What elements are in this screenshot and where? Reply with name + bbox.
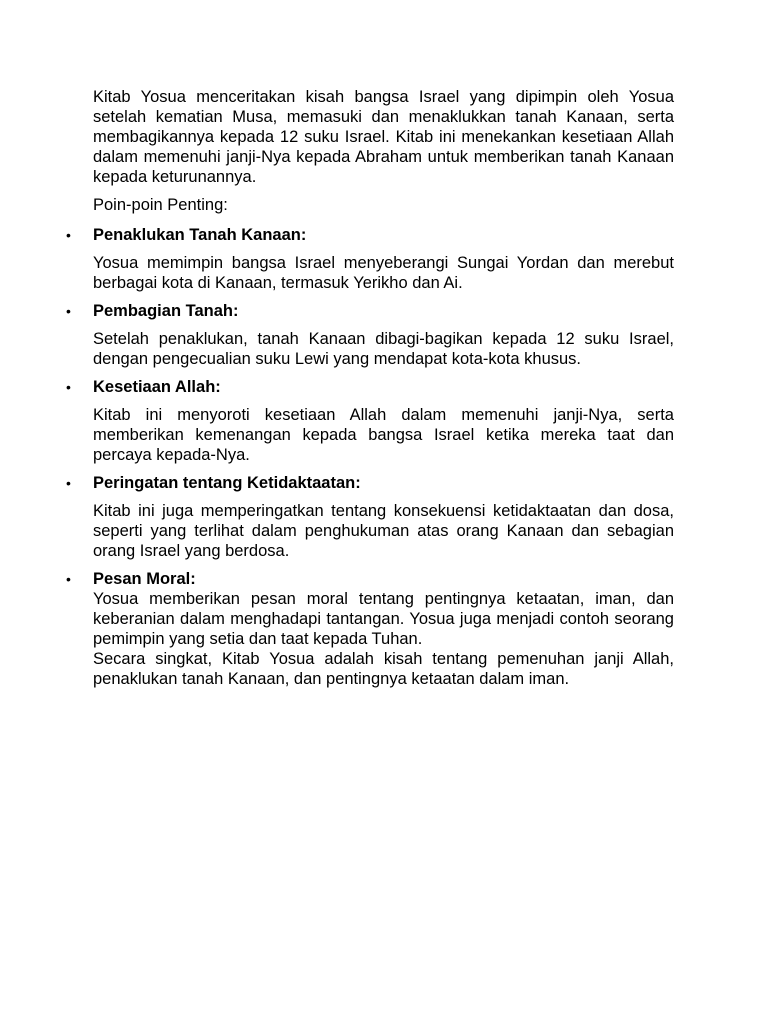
conclusion-paragraph: Secara singkat, Kitab Yosua adalah kisah tentang pemenuhan janji Allah, penaklukan tanah Kanaan, dan pentingnya ketaatan dalam iman.	[93, 650, 674, 688]
point-body: Kitab ini juga memperingatkan tentang konsekuensi ketidaktaatan dan dosa, seperti yang terlihat dalam penghukuman atas orang Kanaan dan sebagian orang Israel yang berdosa.	[93, 502, 674, 560]
point-body: Yosua memberikan pesan moral tentang pentingnya ketaatan, iman, dan keberanian dalam menghadapi tantangan. Yosua juga menjadi contoh seorang pemimpin yang setia dan taat kepada Tuhan.	[93, 590, 674, 648]
point-heading: Pembagian Tanah:	[93, 302, 239, 320]
point-heading: Penaklukan Tanah Kanaan:	[93, 226, 307, 244]
point-section-disobedience	[66, 473, 674, 561]
bullet-icon: •	[66, 379, 71, 395]
point-section-moral	[66, 569, 674, 689]
document-body	[66, 87, 674, 689]
bullet-icon: •	[66, 571, 71, 587]
bullet-icon: •	[66, 475, 71, 491]
intro-paragraph: Kitab Yosua menceritakan kisah bangsa Israel yang dipimpin oleh Yosua setelah kematian Musa, memasuki dan menaklukkan tanah Kanaan, serta membagikannya kepada 12 suku Israel. Kitab ini menekankan kesetiaan Allah dalam memenuhi janji-Nya kepada Abraham untuk memberikan tanah Kanaan kepada keturunannya.	[93, 88, 674, 186]
point-heading: Kesetiaan Allah:	[93, 378, 221, 396]
bullet-icon: •	[66, 227, 71, 243]
point-heading: Peringatan tentang Ketidaktaatan:	[93, 474, 361, 492]
point-body: Setelah penaklukan, tanah Kanaan dibagi-bagikan kepada 12 suku Israel, dengan pengecualian suku Lewi yang mendapat kota-kota khusus.	[93, 330, 674, 368]
point-heading: Pesan Moral:	[93, 570, 196, 588]
point-section-faithfulness	[66, 377, 674, 465]
point-section-conquest	[66, 225, 674, 293]
point-body: Yosua memimpin bangsa Israel menyeberangi Sungai Yordan dan merebut berbagai kota di Kanaan, termasuk Yerikho dan Ai.	[93, 254, 674, 292]
bullet-icon: •	[66, 303, 71, 319]
point-body: Kitab ini menyoroti kesetiaan Allah dalam memenuhi janji-Nya, serta memberikan kemenangan kepada bangsa Israel ketika mereka taat dan percaya kepada-Nya.	[93, 406, 674, 464]
point-section-land-division	[66, 301, 674, 369]
points-heading: Poin-poin Penting:	[93, 196, 228, 214]
